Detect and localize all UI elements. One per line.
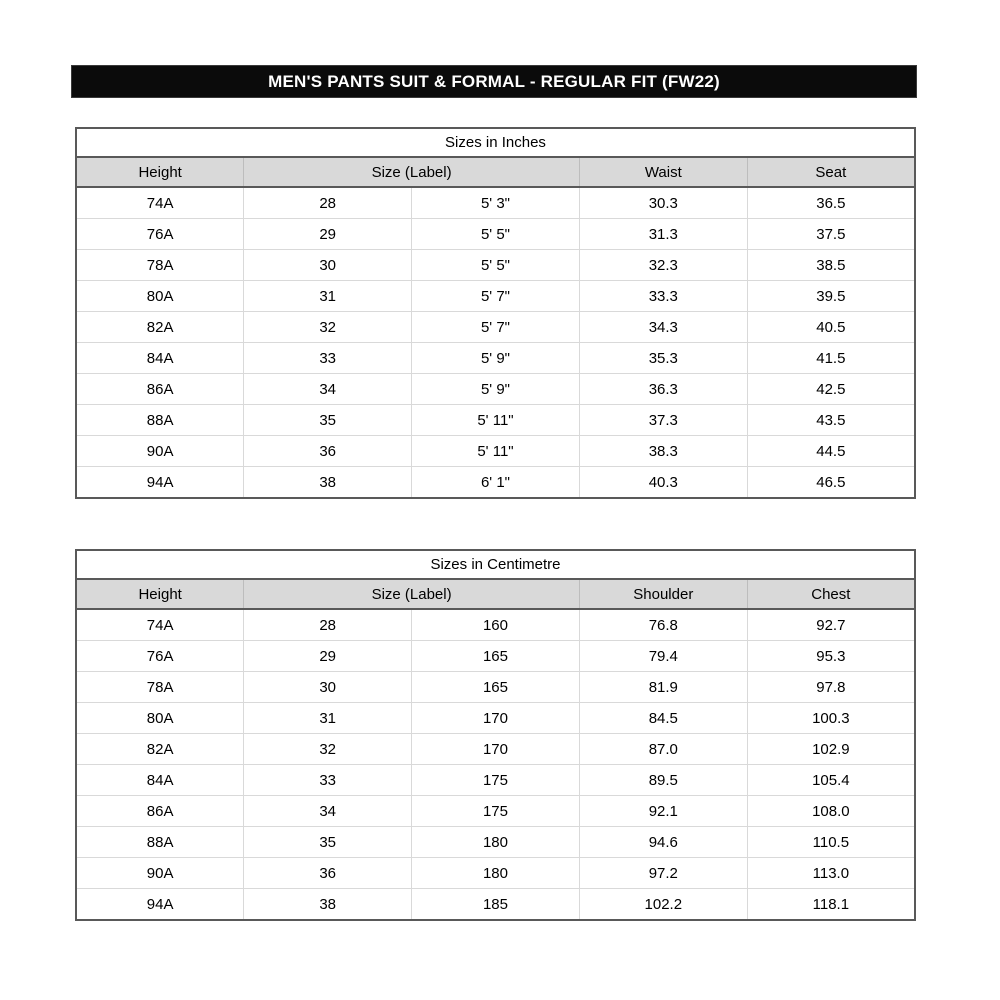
table-cell: 41.5 [747,343,915,374]
table-cell: 90A [76,436,244,467]
table-cell: 6' 1" [412,467,580,499]
centimetre-table-section [75,549,916,921]
table-cell: 175 [412,765,580,796]
column-header-seat: Seat [747,157,915,187]
table-cell: 37.3 [579,405,747,436]
table-cell: 5' 7" [412,312,580,343]
table-cell: 108.0 [747,796,915,827]
centimetre-table-body [76,609,915,920]
table-cell: 33 [244,765,412,796]
table-cell: 76A [76,641,244,672]
column-header-height: Height [76,157,244,187]
table-row [76,796,915,827]
table-cell: 44.5 [747,436,915,467]
table-cell: 160 [412,609,580,641]
table-cell: 36.5 [747,187,915,219]
table-row [76,889,915,921]
table-cell: 102.2 [579,889,747,921]
table-cell: 86A [76,374,244,405]
table-cell: 39.5 [747,281,915,312]
table-cell: 32.3 [579,250,747,281]
table-cell: 81.9 [579,672,747,703]
table-caption: Sizes in Inches [76,128,915,157]
table-cell: 165 [412,672,580,703]
table-cell: 34.3 [579,312,747,343]
table-cell: 175 [412,796,580,827]
table-cell: 94.6 [579,827,747,858]
table-cell: 92.1 [579,796,747,827]
table-cell: 36 [244,858,412,889]
table-header-row [76,579,915,609]
table-cell: 88A [76,827,244,858]
table-row [76,765,915,796]
table-cell: 33.3 [579,281,747,312]
table-cell: 80A [76,281,244,312]
table-cell: 97.2 [579,858,747,889]
table-cell: 36.3 [579,374,747,405]
table-cell: 5' 7" [412,281,580,312]
table-cell: 29 [244,219,412,250]
title-bar [72,66,916,97]
table-cell: 34 [244,796,412,827]
table-cell: 84A [76,343,244,374]
table-row [76,609,915,641]
sizes-in-centimetre-table [75,549,916,921]
column-header-waist: Waist [579,157,747,187]
table-cell: 5' 3" [412,187,580,219]
table-caption: Sizes in Centimetre [76,550,915,579]
table-cell: 38 [244,467,412,499]
table-cell: 42.5 [747,374,915,405]
table-row [76,374,915,405]
table-cell: 5' 9" [412,374,580,405]
table-row [76,281,915,312]
table-row [76,827,915,858]
table-cell: 30 [244,672,412,703]
table-cell: 74A [76,187,244,219]
table-cell: 35.3 [579,343,747,374]
table-cell: 92.7 [747,609,915,641]
table-cell: 79.4 [579,641,747,672]
table-cell: 170 [412,734,580,765]
table-cell: 28 [244,609,412,641]
table-cell: 32 [244,734,412,765]
table-cell: 29 [244,641,412,672]
table-cell: 165 [412,641,580,672]
table-cell: 28 [244,187,412,219]
table-cell: 180 [412,827,580,858]
table-cell: 86A [76,796,244,827]
table-cell: 40.3 [579,467,747,499]
table-cell: 5' 11" [412,405,580,436]
table-cell: 35 [244,405,412,436]
table-cell: 89.5 [579,765,747,796]
table-cell: 37.5 [747,219,915,250]
table-row [76,312,915,343]
table-row [76,405,915,436]
column-header-shoulder: Shoulder [579,579,747,609]
table-cell: 118.1 [747,889,915,921]
table-row [76,672,915,703]
table-cell: 76A [76,219,244,250]
table-row [76,703,915,734]
table-cell: 74A [76,609,244,641]
table-cell: 33 [244,343,412,374]
table-row [76,641,915,672]
table-cell: 38 [244,889,412,921]
table-cell: 88A [76,405,244,436]
table-cell: 80A [76,703,244,734]
sizes-in-inches-table [75,127,916,499]
table-cell: 5' 5" [412,250,580,281]
table-row [76,219,915,250]
table-cell: 40.5 [747,312,915,343]
table-cell: 5' 9" [412,343,580,374]
table-cell: 113.0 [747,858,915,889]
table-cell: 185 [412,889,580,921]
table-cell: 31 [244,703,412,734]
table-cell: 84.5 [579,703,747,734]
inches-table-body [76,187,915,498]
inches-table-section [75,127,916,499]
table-cell: 94A [76,467,244,499]
table-cell: 5' 11" [412,436,580,467]
table-row [76,187,915,219]
table-cell: 76.8 [579,609,747,641]
table-cell: 82A [76,312,244,343]
table-cell: 110.5 [747,827,915,858]
table-cell: 31 [244,281,412,312]
table-caption-row [76,128,915,157]
table-cell: 95.3 [747,641,915,672]
table-cell: 90A [76,858,244,889]
table-cell: 105.4 [747,765,915,796]
column-header-chest: Chest [747,579,915,609]
table-cell: 94A [76,889,244,921]
page-title: MEN'S PANTS SUIT & FORMAL - REGULAR FIT (FW22) [268,71,720,91]
table-cell: 46.5 [747,467,915,499]
table-cell: 43.5 [747,405,915,436]
table-cell: 78A [76,672,244,703]
column-header-size-label: Size (Label) [244,579,580,609]
table-row [76,436,915,467]
table-cell: 82A [76,734,244,765]
table-cell: 32 [244,312,412,343]
column-header-height: Height [76,579,244,609]
table-cell: 78A [76,250,244,281]
table-row [76,734,915,765]
table-cell: 5' 5" [412,219,580,250]
table-cell: 170 [412,703,580,734]
table-cell: 180 [412,858,580,889]
table-header-row [76,157,915,187]
table-caption-row [76,550,915,579]
table-row [76,250,915,281]
table-cell: 36 [244,436,412,467]
table-cell: 31.3 [579,219,747,250]
table-cell: 38.3 [579,436,747,467]
table-cell: 30 [244,250,412,281]
table-cell: 87.0 [579,734,747,765]
table-cell: 30.3 [579,187,747,219]
table-cell: 97.8 [747,672,915,703]
table-cell: 34 [244,374,412,405]
table-row [76,467,915,499]
table-row [76,858,915,889]
table-cell: 35 [244,827,412,858]
table-cell: 100.3 [747,703,915,734]
table-cell: 38.5 [747,250,915,281]
table-cell: 84A [76,765,244,796]
column-header-size-label: Size (Label) [244,157,580,187]
table-row [76,343,915,374]
table-cell: 102.9 [747,734,915,765]
